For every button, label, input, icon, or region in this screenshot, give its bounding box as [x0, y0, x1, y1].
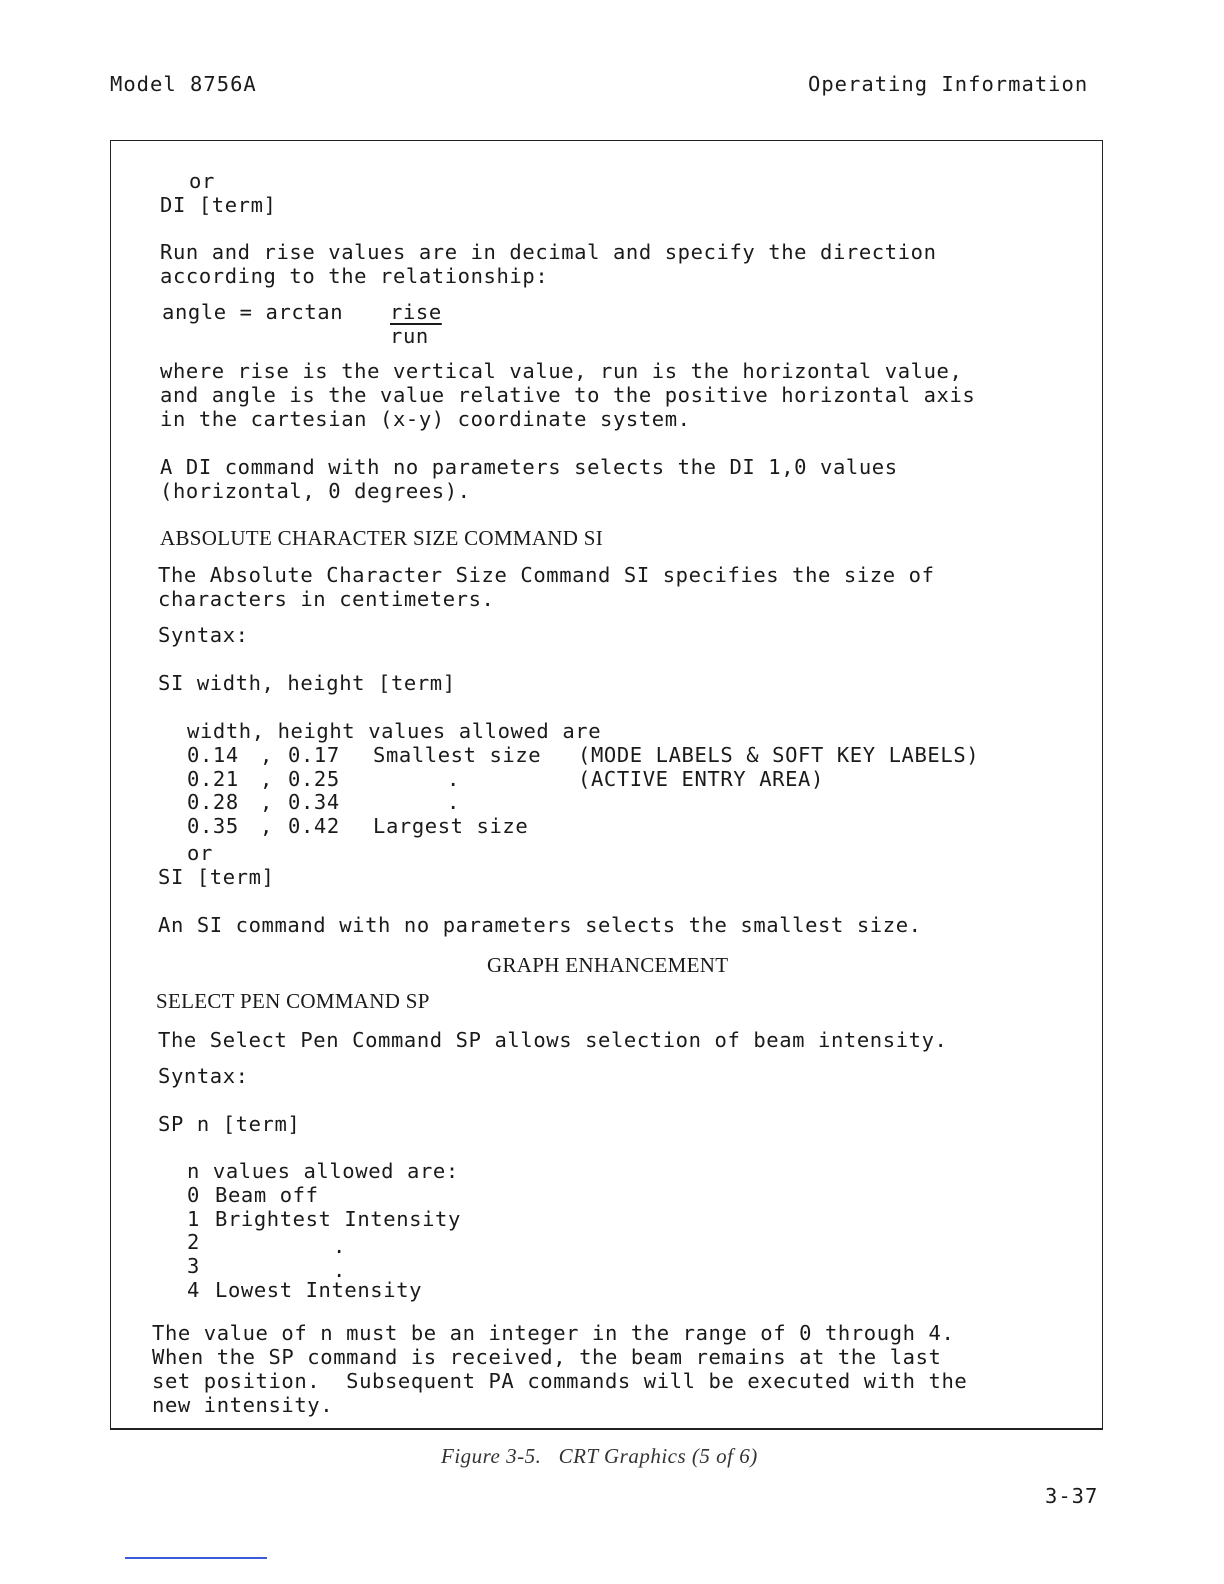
- si-comma: ,: [260, 814, 273, 838]
- si-alt-syntax: SI [term]: [158, 865, 275, 889]
- si-comma: ,: [260, 790, 273, 814]
- sp-value-n: 4: [187, 1278, 200, 1302]
- direction-line-1: Run and rise values are in decimal and specify the direction: [160, 240, 937, 264]
- sp-value-label: .: [333, 1258, 346, 1282]
- si-width: 0.14: [187, 743, 239, 767]
- si-height: 0.34: [288, 790, 340, 814]
- sp-value-label: Lowest Intensity: [215, 1278, 423, 1302]
- sp-value-n: 1: [187, 1207, 200, 1231]
- sp-value-n: 0: [187, 1183, 200, 1207]
- sp-value-n: 3: [187, 1254, 200, 1278]
- formula-denominator: run: [390, 324, 429, 348]
- where-line-3: in the cartesian (x-y) coordinate system.: [160, 407, 691, 431]
- sp-note-4: new intensity.: [152, 1393, 334, 1417]
- sp-values-header: n values allowed are:: [187, 1159, 459, 1183]
- graph-enhancement-heading: GRAPH ENHANCEMENT: [487, 953, 729, 977]
- header-section: Operating Information: [808, 72, 1089, 96]
- sp-syntax-label: Syntax:: [158, 1064, 249, 1088]
- si-values-header: width, height values allowed are: [187, 719, 602, 743]
- header-model: Model 8756A: [110, 72, 257, 96]
- si-note: .: [447, 767, 460, 791]
- si-or: or: [187, 841, 213, 865]
- sp-note-2: When the SP command is received, the beam remains at the last: [152, 1345, 942, 1369]
- si-default: An SI command with no parameters selects the smallest size.: [158, 913, 922, 937]
- si-note: Largest size: [373, 814, 529, 838]
- si-extra: (MODE LABELS & SOFT KEY LABELS): [578, 743, 980, 767]
- si-width: 0.21: [187, 767, 239, 791]
- di-default-1: A DI command with no parameters selects the DI 1,0 values: [160, 455, 898, 479]
- sp-heading: SELECT PEN COMMAND SP: [156, 989, 430, 1013]
- si-height: 0.17: [288, 743, 340, 767]
- where-line-1: where rise is the vertical value, run is the horizontal value,: [160, 359, 963, 383]
- si-width: 0.35: [187, 814, 239, 838]
- si-syntax-label: Syntax:: [158, 623, 249, 647]
- direction-line-2: according to the relationship:: [160, 264, 549, 288]
- si-note: .: [447, 790, 460, 814]
- di-alt-syntax: DI [term]: [160, 193, 277, 217]
- si-height: 0.25: [288, 767, 340, 791]
- si-width: 0.28: [187, 790, 239, 814]
- sp-value-n: 2: [187, 1230, 200, 1254]
- sp-value-label: Beam off: [215, 1183, 319, 1207]
- sp-value-label: Brightest Intensity: [215, 1207, 461, 1231]
- si-extra: (ACTIVE ENTRY AREA): [578, 767, 824, 791]
- di-default-2: (horizontal, 0 degrees).: [160, 479, 471, 503]
- si-comma: ,: [260, 767, 273, 791]
- si-height: 0.42: [288, 814, 340, 838]
- page-number: 3-37: [1045, 1484, 1099, 1508]
- sp-note-1: The value of n must be an integer in the range of 0 through 4.: [152, 1321, 955, 1345]
- si-desc-1: The Absolute Character Size Command SI specifies the size of: [158, 563, 935, 587]
- si-syntax: SI width, height [term]: [158, 671, 456, 695]
- si-comma: ,: [260, 743, 273, 767]
- si-note: Smallest size: [373, 743, 542, 767]
- formula-left: angle = arctan: [162, 300, 344, 324]
- si-heading: ABSOLUTE CHARACTER SIZE COMMAND SI: [160, 526, 604, 550]
- formula-numerator: rise: [390, 300, 442, 324]
- sp-desc: The Select Pen Command SP allows selection of beam intensity.: [158, 1028, 948, 1052]
- where-line-2: and angle is the value relative to the positive horizontal axis: [160, 383, 976, 407]
- bottom-rule: [125, 1557, 267, 1559]
- sp-note-3: set position. Subsequent PA commands will be executed with the: [152, 1369, 968, 1393]
- di-or: or: [189, 169, 215, 193]
- sp-syntax: SP n [term]: [158, 1112, 301, 1136]
- sp-value-label: .: [333, 1234, 346, 1258]
- si-desc-2: characters in centimeters.: [158, 587, 495, 611]
- figure-caption: Figure 3-5. CRT Graphics (5 of 6): [441, 1444, 758, 1468]
